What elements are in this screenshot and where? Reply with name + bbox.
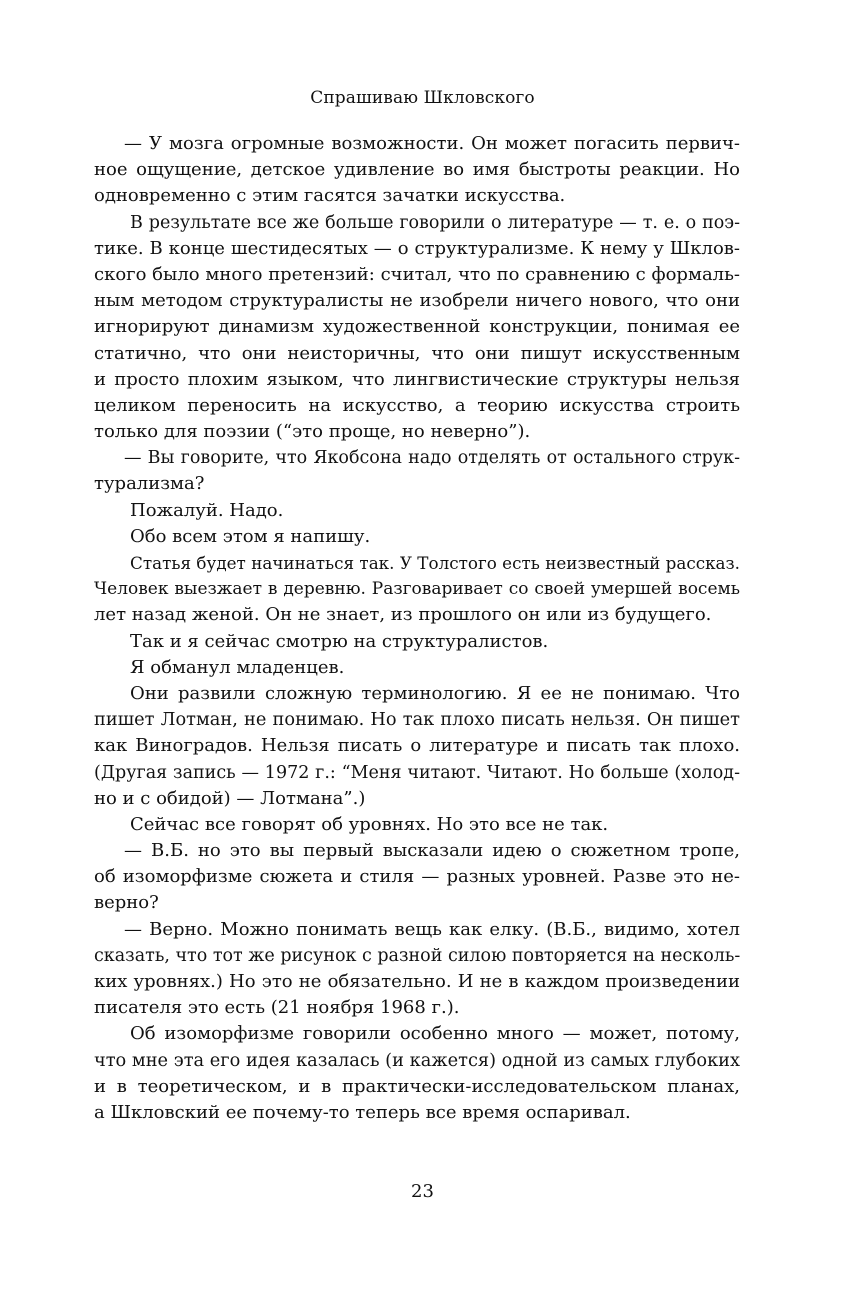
text-line: как Виноградов. Нельзя писать о литературе и писать так плохо. (94, 735, 740, 757)
text-line: Они развили сложную терминологию. Я ее не понимаю. Что (130, 682, 740, 704)
text-line: Так и я сейчас смотрю на структуралистов. (130, 630, 549, 652)
text-line: одновременно с этим гасятся зачатки искусства. (94, 185, 566, 207)
text-line: Человек выезжает в деревню. Разговаривает со своей умершей восемь (94, 579, 740, 600)
text-line: лет назад женой. Он не знает, из прошлого он или из будущего. (94, 604, 712, 626)
text-line: — В.Б. но это вы первый высказали идею о сюжетном тропе, (124, 840, 740, 862)
text-line: тике. В конце шестидесятых — о структурализме. К нему у Шклов- (94, 237, 740, 259)
text-line: а Шкловский ее почему-то теперь все время оспаривал. (94, 1101, 631, 1123)
text-line: В результате все же больше говорили о литературе — т. е. о поэ- (130, 212, 740, 233)
page-number: 23 (411, 1181, 434, 1202)
text-line: — Верно. Можно понимать вещь как елку. (В.Б., видимо, хотел (124, 918, 740, 940)
text-line: статично, что они неисторичны, что они пишут искусственным (94, 342, 740, 364)
text-line: ких уровнях.) Но это не обязательно. И не в каждом произведении (94, 971, 740, 992)
text-line: (Другая запись — 1972 г.: “Меня читают. Читают. Но больше (холод- (94, 762, 740, 783)
text-line: что мне эта его идея казалась (и кажется) одной из самых глубоких (94, 1050, 740, 1071)
text-line: и просто плохим языком, что лингвистические структуры нельзя (94, 368, 740, 390)
text-line: Обо всем этом я напишу. (130, 525, 371, 547)
text-line: Сейчас все говорят об уровнях. Но это все не так. (130, 813, 609, 835)
text-line: об изоморфизме сюжета и стиля — разных уровней. Разве это не- (94, 866, 740, 888)
text-line: турализма? (94, 473, 205, 495)
text-line: но и с обидой) — Лотмана”.) (94, 787, 366, 809)
text-line: Пожалуй. Надо. (130, 499, 284, 521)
text-line: Статья будет начинаться так. У Толстого есть неизвестный рассказ. (130, 553, 740, 573)
running-head: Спрашиваю Шкловского (310, 88, 535, 108)
text-line: ным методом структуралисты не изобрели ничего нового, что они (94, 290, 740, 312)
text-line: только для поэзии (“это проще, но неверно”). (94, 421, 531, 443)
text-line: пишет Лотман, не понимаю. Но так плохо писать нельзя. Он пишет (94, 710, 740, 731)
text-line: — У мозга огромные возможности. Он может погасить первич- (124, 133, 740, 154)
text-line: и в теоретическом, и в практически-исследовательском планах, (94, 1075, 740, 1097)
text-line: целиком переносить на искусство, а теорию искусства строить (94, 394, 740, 416)
text-line: писателя это есть (21 ноября 1968 г.). (94, 997, 460, 1019)
text-line: Об изоморфизме говорили особенно много — может, потому, (130, 1023, 740, 1045)
text-line: игнорируют динамизм художественной конструкции, понимая ее (94, 316, 740, 338)
text-line: Я обманул младенцев. (130, 656, 345, 678)
text-line: сказать, что тот же рисунок с разной силою повторяется на несколь- (94, 945, 741, 966)
text-line: верно? (94, 892, 159, 914)
text-line: ского было много претензий: считал, что по сравнению с формаль- (94, 263, 740, 285)
text-line: — Вы говорите, что Якобсона надо отделять от остального струк- (124, 448, 740, 469)
text-line: ное ощущение, детское удивление во имя быстроты реакции. Но (94, 159, 740, 181)
body-text (94, 131, 740, 1126)
